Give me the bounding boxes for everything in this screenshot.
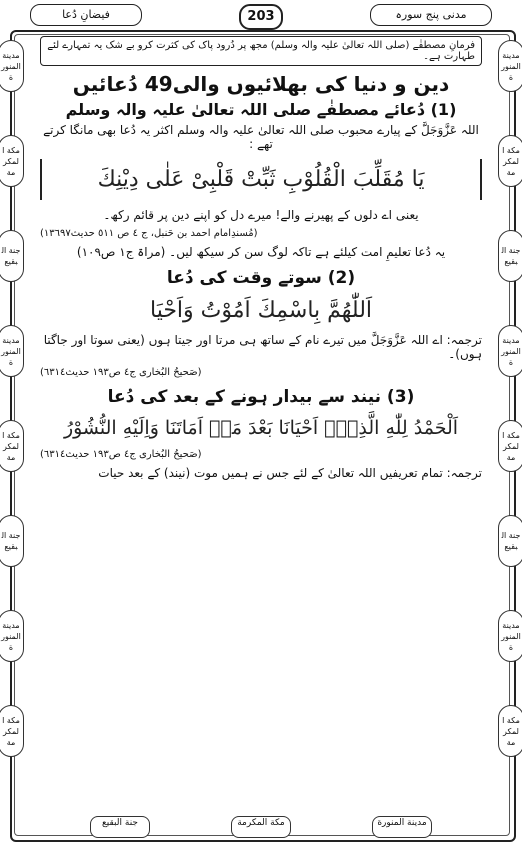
main-title: دین و دنیا کی بھلائیوں والی49 دُعائیں [72, 72, 450, 96]
page-content [40, 36, 482, 486]
section-3-translation: ترجمہ: تمام تعریفیں اللہ تعالیٰ کے لئے جس نے ہمیں موت (نیند) کے بعد حیات [98, 466, 482, 480]
section-1-note: یہ دُعا تعلیمِ امت کیلئے ہے تاکہ لوگ سن کر سیکھ لیں۔ (مراۃ ج١ ص١٠٩) [76, 245, 446, 259]
bottom-label: جنة البقیع [90, 816, 150, 838]
margin-label-left: مدینة المنورة [0, 40, 24, 92]
section-1-translation: یعنی اے دلوں کے پھیرنے والے! میرے دل کو اپنے دین پر قائم رکھ۔ [103, 208, 419, 222]
margin-label-left: مکة المکرمة [0, 705, 24, 757]
section-3-title: (3) نیند سے بیدار ہونے کے بعد کی دُعا [107, 387, 415, 407]
section-2-translation: ترجمہ: اے اللہ عَزَّوَجَلَّ میں تیرے نام کے ساتھ ہی مرتا اور جیتا ہوں (یعنی سوتا اور جاگتا ہوں)۔ [43, 333, 482, 361]
page-number: 203 [239, 4, 283, 30]
bottom-label: مکة المکرمة [231, 816, 291, 838]
section-2-reference: (صَحیحُ البُخاری ج٤ ص١٩٣ حدیث٦٣١٤) [40, 367, 202, 378]
margin-label-right: مدینة المنورة [498, 40, 522, 92]
section-1-arabic-box [40, 159, 482, 200]
hadith-box: فرمانِ مصطفٰے (صلی اللہ تعالیٰ علیہ والہ وسلم) مجھ پر دُرود پاک کی کثرت کرو بے شک یہ تمہارے لئے طہارت ہے۔ [40, 36, 482, 66]
bottom-label: مدینة المنورة [372, 816, 432, 838]
section-1-reference: (مُسندِامام احمد بن حَنبل، ج ٤ ص ٥١١ حدیث١٣٦٩٧) [40, 228, 258, 239]
section-1-arabic: یَا مُقَلِّبَ الْقُلُوْبِ ثَبِّتْ قَلْبِیْ عَلٰی دِیْنِكَ [97, 167, 425, 192]
section-2-title: (2) سوتے وقت کی دُعا [166, 268, 356, 288]
section-3-arabic: اَلْحَمْدُ لِلّٰهِ الَّذِیْۤ اَحْیَانَا بَعْدَ مَاۤ اَمَاتَنَا وَاِلَیْهِ النُّشُوْرُ [63, 417, 459, 439]
margin-label-left: مکة المکرمة [0, 420, 24, 472]
section-1-intro: اللہ عَزَّوَجَلَّ کے پیارے محبوب صلی اللہ تعالیٰ علیہ والہ وسلم اکثر یہ دُعا بھی مانگا کرتے تھے : [43, 123, 479, 151]
margin-label-left: مکة المکرمة [0, 135, 24, 187]
margin-label-right: مکة المکرمة [498, 135, 522, 187]
margin-label-right: مکة المکرمة [498, 705, 522, 757]
margin-label-right: مدینة المنورة [498, 610, 522, 662]
margin-label-right: مکة المکرمة [498, 420, 522, 472]
section-2-arabic: اَللّٰھُمَّ بِاسْمِكَ اَمُوْتُ وَاَحْیَا [149, 298, 373, 323]
section-3-reference: (صَحیحُ البُخاری ج٤ ص١٩٣ حدیث٦٣١٤) [40, 449, 202, 460]
header-bar [20, 4, 502, 26]
margin-label-left: مدینة المنورة [0, 325, 24, 377]
margin-label-right: جنة البقیع [498, 515, 522, 567]
margin-label-left: مدینة المنورة [0, 610, 24, 662]
margin-label-left: جنة البقیع [0, 515, 24, 567]
margin-label-right: مدینة المنورة [498, 325, 522, 377]
section-title-tab: مدنی پنج سورہ [370, 4, 492, 26]
margin-label-left: جنة البقیع [0, 230, 24, 282]
section-1-title: (1) دُعائے مصطفٰے صلی اللہ تعالیٰ علیہ والہ وسلم [65, 100, 457, 119]
book-title-tab: فیضانِ دُعا [30, 4, 142, 26]
margin-label-right: جنة البقیع [498, 230, 522, 282]
